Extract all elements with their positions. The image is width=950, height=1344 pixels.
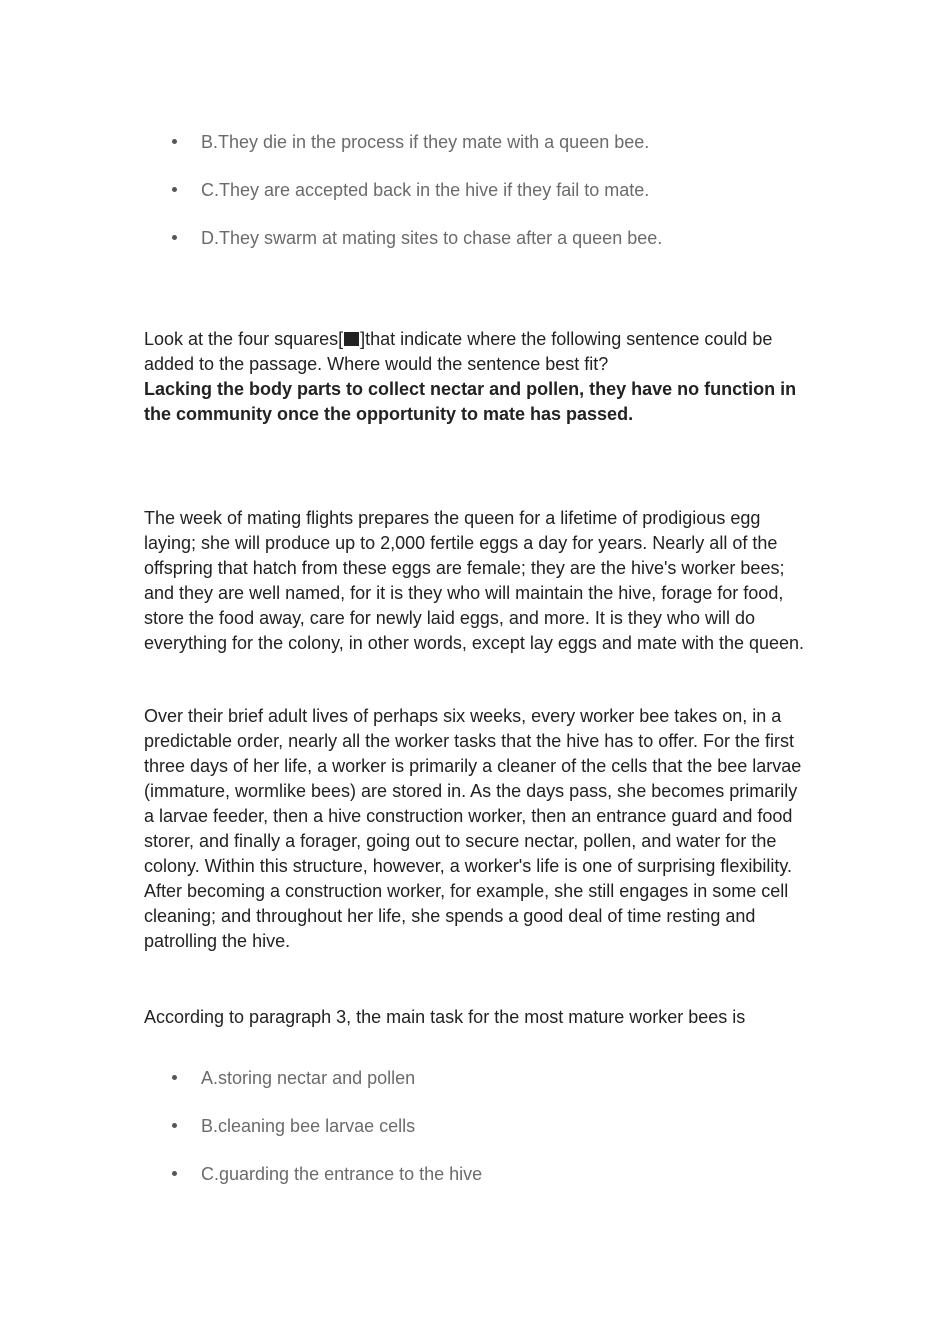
insert-sentence-text: Lacking the body parts to collect nectar and pollen, they have no function in the community once the opportunity to mate has passed. [144,379,797,424]
bullet-icon [172,139,177,144]
next-question-prompt [144,1005,810,1030]
question-prompt-text: According to paragraph 3, the main task for the most mature worker bees is [144,1007,746,1027]
insert-sentence-question [144,327,810,427]
previous-question-options [0,130,950,274]
answer-option-a[interactable] [0,1066,950,1114]
option-text: D.They swarm at mating sites to chase after a queen bee. [201,228,663,248]
option-text: B.cleaning bee larvae cells [201,1116,416,1136]
option-text: C.They are accepted back in the hive if they fail to mate. [201,180,650,200]
answer-option-c[interactable] [0,178,950,226]
answer-option-c[interactable] [0,1162,950,1210]
passage-paragraph-2 [144,506,810,656]
option-text: C.guarding the entrance to the hive [201,1164,483,1184]
black-square-icon [344,332,359,346]
paragraph-text: The week of mating flights prepares the queen for a lifetime of prodigious egg laying; she will produce up to 2,000 fertile eggs a day for years. Nearly all of the offspring that hatch from these eggs are female; they are the hive's worker bees; and they are well named, for it is they who will maintain the hive, forage for food, store the food away, care for newly laid eggs, and more. It is they who will do everything for the colony, in other words, except lay eggs and mate with the queen. [144,508,805,653]
answer-option-d[interactable] [0,226,950,274]
bullet-icon [172,1075,177,1080]
answer-option-b[interactable] [0,130,950,178]
option-text: A.storing nectar and pollen [201,1068,416,1088]
insert-question-prompt: Look at the four squares[ ]that indicate where the following sentence could be added to the passage. Where would the sentence best fit? [144,329,773,374]
bullet-icon [172,235,177,240]
paragraph-text: Over their brief adult lives of perhaps six weeks, every worker bee takes on, in a predictable order, nearly all the worker tasks that the hive has to offer. For the first three days of her life, a worker is primarily a cleaner of the cells that the bee larvae (immature, wormlike bees) are stored in. As the days pass, she becomes primarily a larvae feeder, then a hive construction worker, then an entrance guard and food storer, and finally a forager, going out to secure nectar, pollen, and water for the colony. Within this structure, however, a worker's life is one of surprising flexibility. After becoming a construction worker, for example, she still engages in some cell cleaning; and throughout her life, she spends a good deal of time resting and patrolling the hive. [144,706,802,951]
next-question-options [0,1066,950,1210]
answer-option-b[interactable] [0,1114,950,1162]
bullet-icon [172,1171,177,1176]
passage-paragraph-3 [144,704,810,954]
bullet-icon [172,187,177,192]
option-text: B.They die in the process if they mate with a queen bee. [201,132,650,152]
bullet-icon [172,1123,177,1128]
